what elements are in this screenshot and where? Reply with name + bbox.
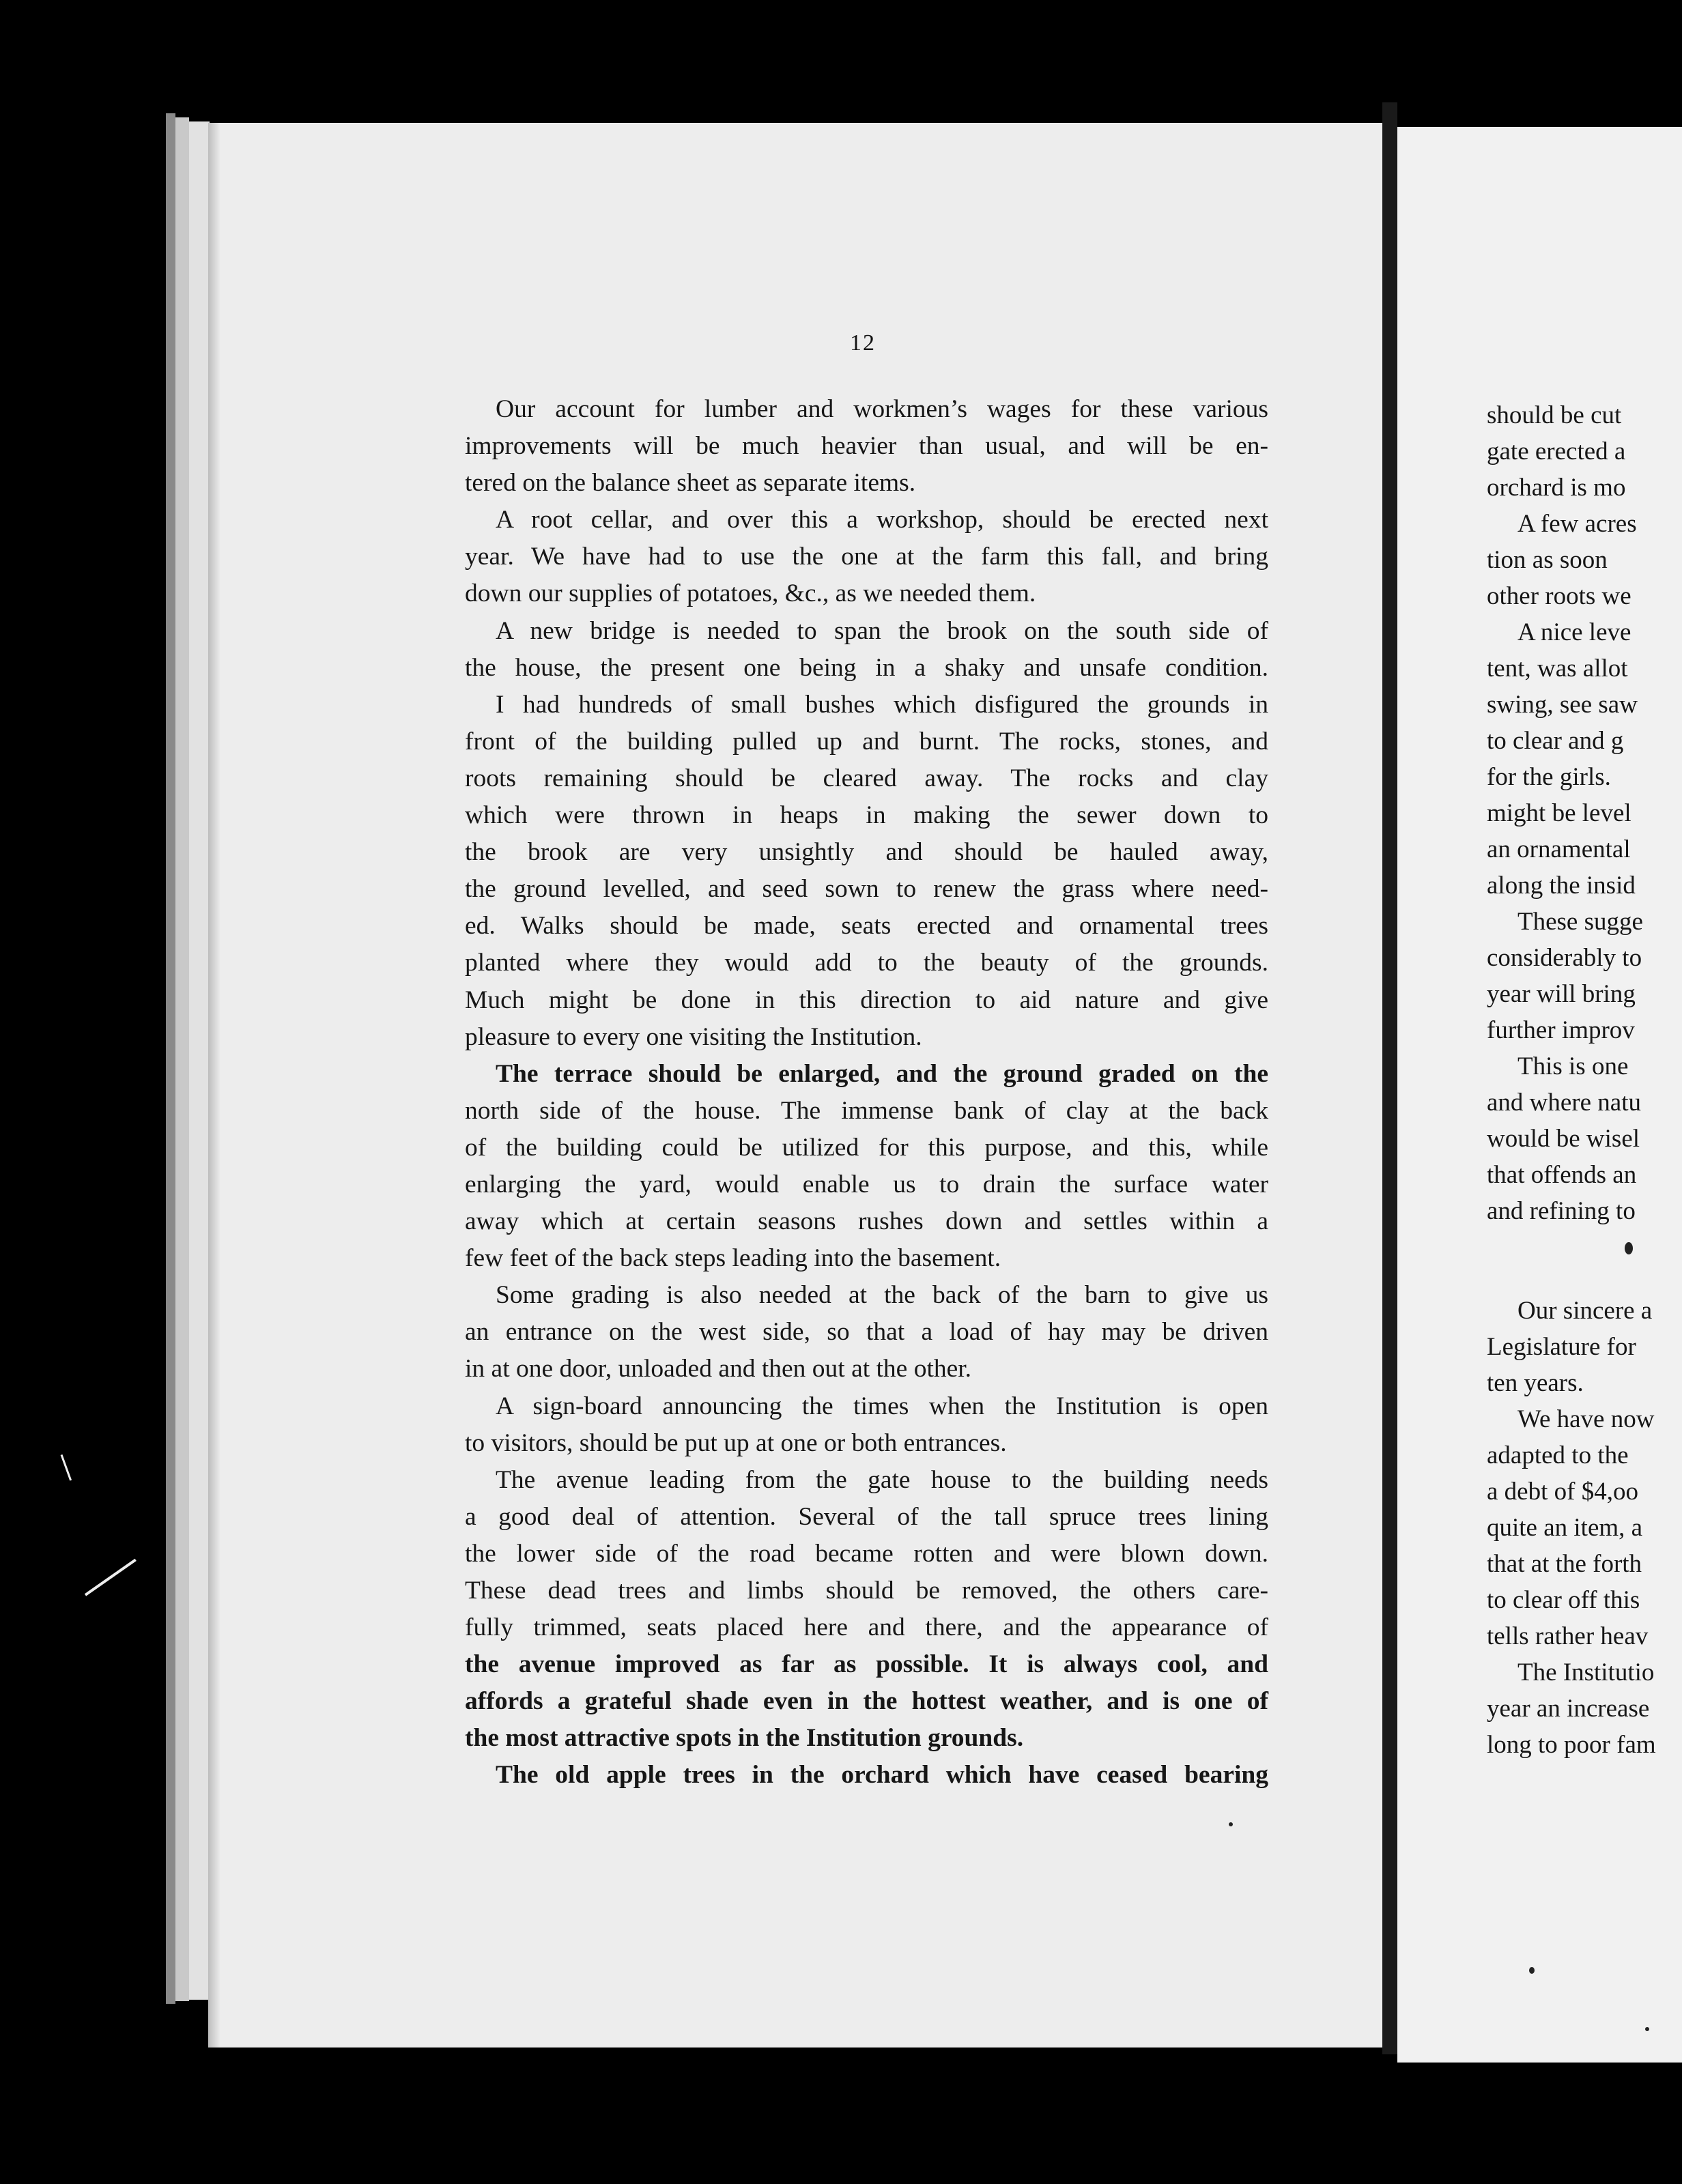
text-line: A nice leve [1517,618,1631,646]
book-edge [166,113,175,2004]
text-line: which were thrown in heaps in making the sewer down to [465,801,1268,830]
page-shadow [208,123,220,2048]
text-line: the lower side of the road became rotten and were blown down. [465,1539,1268,1568]
text-line: planted where they would add to the beauty of the grounds. [465,949,1268,977]
text-line: Much might be done in this direction to aid nature and give [465,986,1268,1014]
book-gutter [1382,102,1397,2054]
text-line: along the insid [1487,872,1636,900]
text-line: gate erected a [1487,437,1626,465]
text-line: other roots we [1487,582,1631,610]
text-line: improvements will be much heavier than usual, and will be en- [465,432,1268,461]
film-speck [1645,2027,1649,2031]
text-line: ten years. [1487,1369,1584,1397]
text-line: ed. Walks should be made, seats erected and ornamental trees [465,912,1268,940]
text-line: quite an item, a [1487,1514,1643,1542]
text-line: adapted to the [1487,1441,1629,1469]
text-line: the avenue improved as far as possible. It is always cool, and [465,1650,1268,1679]
text-line: the brook are very unsightly and should be hauled away, [465,838,1268,867]
text-line: swing, see saw [1487,691,1638,719]
text-line: might be level [1487,799,1631,827]
text-line: few feet of the back steps leading into the basement. [465,1244,1001,1273]
text-line: year an increase [1487,1695,1650,1723]
text-line: considerably to [1487,944,1642,972]
text-line: tells rather heav [1487,1622,1649,1650]
text-line: tered on the balance sheet as separate items. [465,469,916,498]
text-line: the ground levelled, and seed sown to renew the grass where need- [465,875,1268,904]
text-line: This is one [1517,1052,1629,1080]
right-page-text [1487,397,1682,1763]
text-line: These dead trees and limbs should be removed, the others care- [465,1577,1268,1605]
text-line: Our sincere a [1517,1297,1653,1325]
text-line: away which at certain seasons rushes down and settles within a [465,1207,1268,1236]
film-speck [1625,1242,1633,1254]
text-line: should be cut [1487,401,1622,429]
text-line: to clear off this [1487,1586,1640,1614]
text-line: Some grading is also needed at the back of the barn to give us [496,1281,1268,1310]
text-line: tent, was allot [1487,655,1628,682]
text-line: front of the building pulled up and burnt. The rocks, stones, and [465,727,1268,756]
text-line: for the girls. [1487,763,1611,791]
text-line: long to poor fam [1487,1731,1656,1759]
text-line: a debt of $4,oo [1487,1478,1638,1506]
text-line: north side of the house. The immense bank of clay at the back [465,1096,1268,1125]
text-line: A new bridge is needed to span the brook on the south side of [496,616,1268,645]
text-line: that offends an [1487,1161,1637,1189]
text-line: The Institutio [1517,1658,1655,1686]
text-line: year. We have had to use the one at the farm this fall, and bring [465,543,1268,571]
text-line: to visitors, should be put up at one or both entrances. [465,1428,1007,1457]
text-line: A sign-board announcing the times when the Institution is open [496,1392,1268,1420]
text-line: fully trimmed, seats placed here and there, and the appearance of [465,1613,1268,1642]
text-line: pleasure to every one visiting the Institution. [465,1022,922,1051]
text-line: These sugge [1517,908,1643,936]
text-line: year will bring [1487,980,1636,1008]
text-line: I had hundreds of small bushes which disfigured the grounds in [496,690,1268,719]
text-line: an ornamental [1487,835,1631,863]
text-line: roots remaining should be cleared away. The rocks and clay [465,764,1268,792]
text-line: affords a grateful shade even in the hottest weather, and is one of [465,1687,1268,1716]
text-line: tion as soon [1487,546,1608,574]
film-speck [1229,1822,1233,1826]
page-number: 12 [850,330,876,356]
film-speck [1529,1967,1535,1974]
left-page-text [465,391,1268,1794]
text-line: We have now [1517,1405,1655,1433]
text-line: The avenue leading from the gate house to the building needs [496,1465,1268,1494]
text-line: the most attractive spots in the Institution grounds. [465,1724,1024,1753]
text-line: down our supplies of potatoes, &c., as we needed them. [465,579,1036,608]
text-line: enlarging the yard, would enable us to drain the surface water [465,1170,1268,1198]
section-break [1487,1229,1682,1293]
text-line: an entrance on the west side, so that a load of hay may be driven [465,1318,1268,1347]
text-line: the house, the present one being in a shaky and unsafe condition. [465,653,1268,682]
text-line: and refining to [1487,1197,1636,1225]
text-line: Legislature for [1487,1333,1636,1361]
book-edge [189,121,210,2000]
film-scratch [61,1454,72,1481]
text-line: The old apple trees in the orchard which have ceased bearing [496,1761,1268,1790]
text-line: that at the forth [1487,1550,1642,1578]
text-line: further improv [1487,1016,1635,1044]
text-line: a good deal of attention. Several of the tall spruce trees lining [465,1502,1268,1531]
text-line: orchard is mo [1487,474,1626,502]
text-line: to clear and g [1487,727,1624,755]
text-line: A few acres [1517,510,1637,538]
text-line: of the building could be utilized for this purpose, and this, while [465,1133,1268,1162]
text-line: Our account for lumber and workmen’s wages for these various [496,395,1268,423]
book-edge [175,117,189,2001]
film-scratch [85,1559,137,1596]
text-line: and where natu [1487,1089,1642,1117]
text-line: would be wisel [1487,1125,1640,1153]
text-line: The terrace should be enlarged, and the ground graded on the [496,1059,1268,1088]
text-line: in at one door, unloaded and then out at the other. [465,1355,972,1383]
text-line: A root cellar, and over this a workshop, should be erected next [496,506,1268,534]
